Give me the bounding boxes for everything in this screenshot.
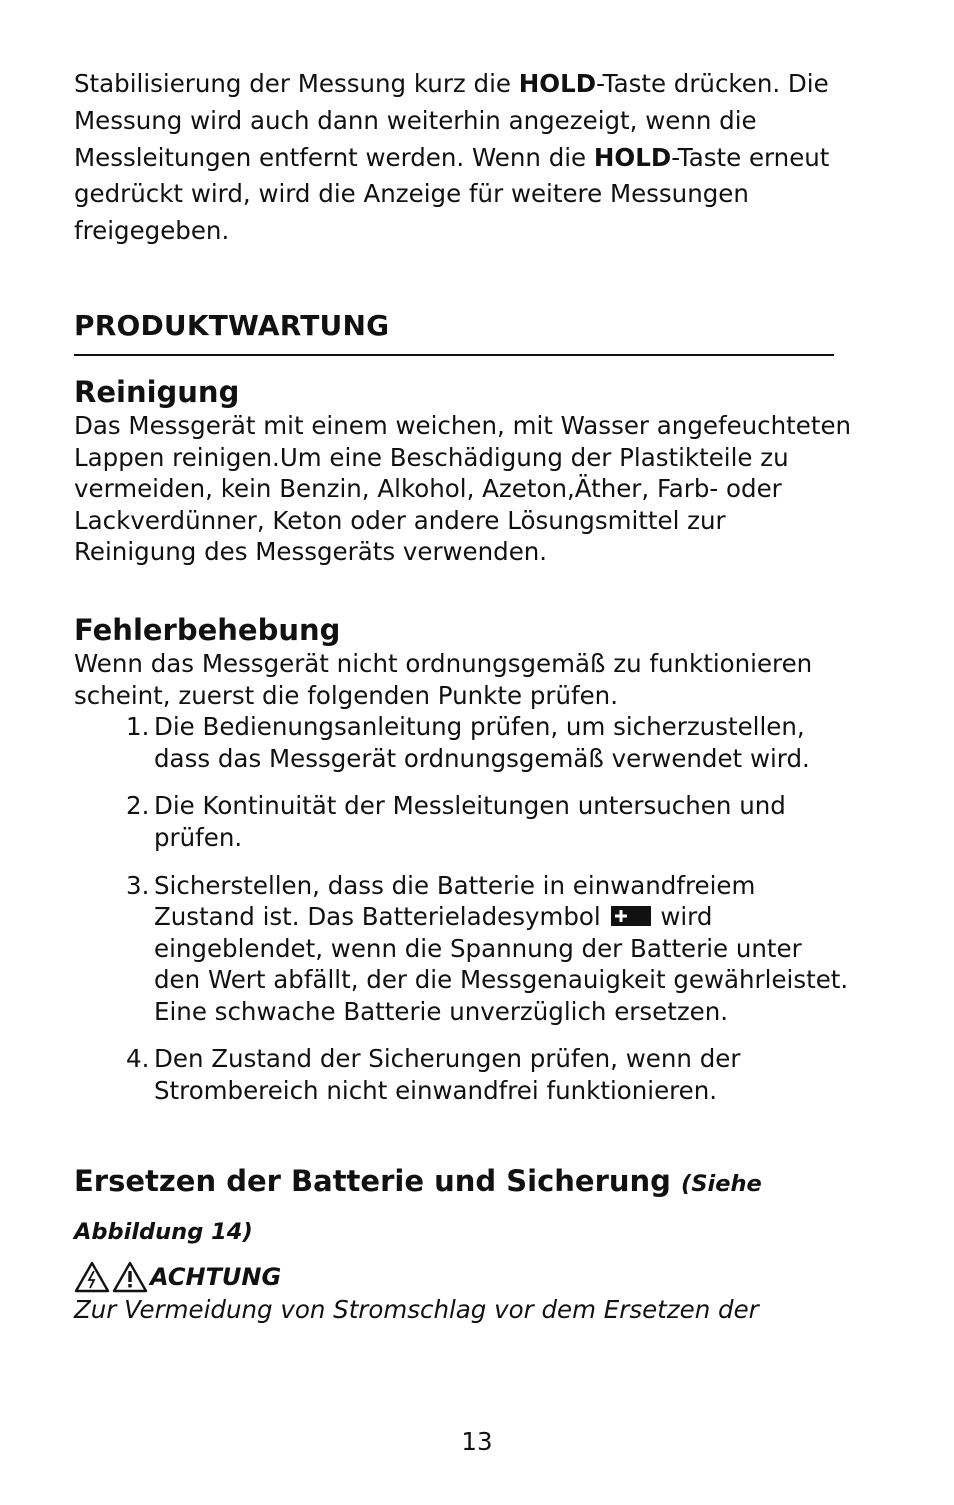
list-item-number: 1.: [126, 712, 150, 742]
hold-key-1: HOLD: [518, 69, 597, 98]
caution-header: [74, 1260, 854, 1294]
list-item-text: Die Bedienungsanleitung prüfen, um sicherzustellen, dass das Messgerät ordnungsgemäß verwendet wird.: [154, 712, 810, 773]
list-item-text: Die Kontinuität der Messleitungen untersuchen und prüfen.: [154, 791, 786, 852]
warning-triangle-icon: [112, 1261, 148, 1293]
list-item: [74, 870, 854, 1028]
section-divider: [74, 354, 834, 356]
hold-key-2: HOLD: [593, 142, 672, 172]
cleaning-heading: Reinigung: [74, 374, 240, 409]
intro-paragraph: [74, 66, 854, 250]
battery-heading: [74, 1163, 854, 1202]
list-item-text: Den Zustand der Sicherungen prüfen, wenn der Strombereich nicht einwandfrei funktionieren.: [154, 1044, 741, 1106]
troubleshooting-list: [74, 711, 854, 1107]
caution-text: Zur Vermeidung von Stromschlag vor dem Ersetzen der: [74, 1294, 759, 1324]
figure-reference-part2: Abbildung 14): [74, 1218, 253, 1245]
intro-text-2: -Taste drücken. Die Messung wird auch dann weiterhin angezeigt, wenn die Messleitungen entfernt werden. Wenn die: [74, 69, 829, 172]
list-item-text-before-icon: Sicherstellen, dass die Batterie in einwandfreiem Zustand ist. Das Batterieladesymbol: [154, 870, 756, 932]
list-item: [74, 790, 854, 853]
intro-text-3: -Taste erneut gedrückt wird, wird die Anzeige für weitere Messungen freigegeben.: [74, 142, 830, 246]
battery-low-icon: [611, 905, 651, 927]
list-item-number: 4.: [126, 1044, 150, 1074]
list-item-text-after-icon: wird eingeblendet, wenn die Spannung der Batterie unter den Wert abfällt, der die Messgenauigkeit gewährleistet. Eine schwache Batterie unverzüglich ersetzen.: [154, 902, 849, 1026]
section-title: PRODUKTWARTUNG: [74, 308, 390, 342]
manual-page: [74, 66, 854, 1325]
list-item-number: 2.: [126, 791, 150, 821]
intro-text-1: Stabilisierung der Messung kurz die: [74, 69, 519, 98]
cleaning-body: Das Messgerät mit einem weichen, mit Wasser angefeuchteten Lappen reinigen.Um eine Beschädigung der Plastikteile zu vermeiden, kein Benzin, Alkohol, Azeton,Äther, Farb- oder Lackverdünner, Keton oder andere Lösungsmittel zur Reinigung des Messgeräts verwenden.: [74, 410, 852, 567]
list-item-number: 3.: [126, 870, 150, 900]
troubleshooting-intro: Wenn das Messgerät nicht ordnungsgemäß zu funktionieren scheint, zuerst die folgenden Punkte prüfen.: [74, 648, 813, 710]
list-item: [74, 711, 854, 774]
list-item: [74, 1043, 854, 1106]
figure-reference-part1: (Siehe: [681, 1170, 762, 1197]
battery-heading-text: Ersetzen der Batterie und Sicherung: [74, 1163, 671, 1198]
electric-shock-warning-icon: [74, 1261, 110, 1293]
page-number: 13: [461, 1427, 493, 1456]
troubleshooting-heading: Fehlerbehebung: [74, 612, 341, 647]
caution-label: ACHTUNG: [150, 1262, 282, 1291]
